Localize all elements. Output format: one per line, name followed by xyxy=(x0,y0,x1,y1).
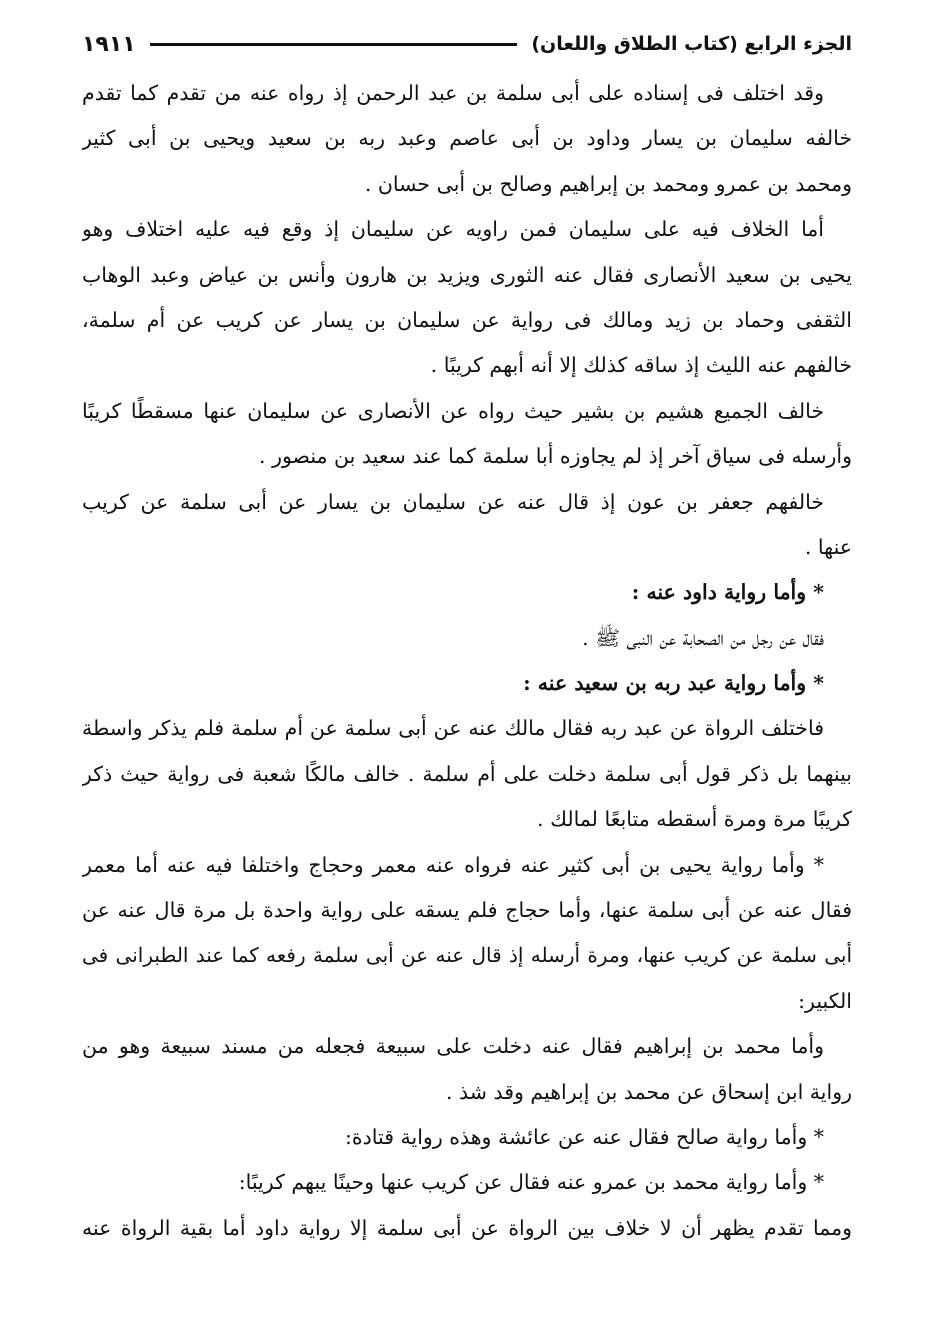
text-line: ومما تقدم يظهر أن لا خلاف بين الرواة عن أبى سلمة إلا رواية داود أما بقية الرواة عنه xyxy=(82,1215,852,1240)
text-line: خالف الجميع هشيم بن بشير حيث رواه عن الأنصارى عن سليمان عنها مسقطًا كريبًا xyxy=(82,398,824,423)
text-line: وأرسله فى سياق آخر إذ لم يجاوزه أبا سلمة كما عند سعيد بن منصور . xyxy=(259,444,852,469)
body-text xyxy=(82,71,852,1251)
text-line: وقد اختلف فى إسناده على أبى سلمة بن عبد الرحمن إذ رواه عنه من تقدم كما تقدم xyxy=(82,81,824,105)
page-number: ١٩١١ xyxy=(82,31,136,57)
text-line: يحيى بن سعيد الأنصارى فقال عنه الثورى ويزيد بن هارون وأنس بن عياض وعبد الوهاب xyxy=(82,262,852,287)
text-line: فاختلف الرواة عن عبد ربه فقال مالك عنه عن أبى سلمة عن أم سلمة فلم يذكر واسطة xyxy=(82,716,824,741)
text-line: رواية ابن إسحاق عن محمد بن إبراهيم وقد شذ . xyxy=(445,1079,852,1104)
text-line: فقال عنه عن أبى سلمة عنها، وأما حجاج فلم يسقه على رواية واحدة بل مرة قال عنه عن xyxy=(82,898,852,923)
text-line: فقال عن رجل من الصحابة عن النبى ﷺ . xyxy=(582,625,824,650)
text-line: أما الخلاف فيه على سليمان فمن راويه عن سليمان إذ وقع فيه عليه اختلاف وهو xyxy=(82,217,824,242)
header-title: الجزء الرابع (كتاب الطلاق واللعان) xyxy=(531,33,852,55)
text-line: خالفهم عنه الليث إذ ساقه كذلك إلا أنه أبهم كريبًا . xyxy=(430,353,852,378)
text-line: الكبير: xyxy=(798,988,852,1013)
text-line: * وأما رواية صالح فقال عنه عن عائشة وهذه رواية قتادة: xyxy=(345,1124,824,1149)
running-header xyxy=(82,26,852,62)
text-line: ومحمد بن عمرو ومحمد بن إبراهيم وصالح بن أبى حسان . xyxy=(364,171,852,196)
text-line: خالفه سليمان بن يسار وداود بن أبى عاصم وعبد ربه بن سعيد ويحيى بن أبى كثير xyxy=(82,126,852,151)
text-line: * وأما رواية داود عنه : xyxy=(631,580,824,605)
text-line: * وأما رواية عبد ربه بن سعيد عنه : xyxy=(523,671,824,696)
text-line: وأما محمد بن إبراهيم فقال عنه دخلت على سبيعة فجعله من مسند سبيعة وهو من xyxy=(82,1034,824,1059)
text-line: بينهما بل ذكر قول أبى سلمة دخلت على أم سلمة . خالف مالكًا شعبة فى رواية حيث ذكر xyxy=(82,761,852,786)
text-line: عنها . xyxy=(804,534,852,559)
text-line: * وأما رواية يحيى بن أبى كثير عنه فرواه عنه معمر وحجاج واختلفا فيه عنه أما معمر xyxy=(82,852,824,877)
text-line: * وأما رواية محمد بن عمرو عنه فقال عن كريب عنها وحينًا يبهم كريبًا: xyxy=(238,1170,824,1195)
text-line: خالفهم جعفر بن عون إذ قال عنه عن سليمان بن يسار عن أبى سلمة عن كريب xyxy=(82,489,824,514)
text-line: الثقفى وحماد بن زيد ومالك فى رواية عن سليمان بن يسار عن كريب عن أم سلمة، xyxy=(82,307,852,332)
header-rule xyxy=(150,43,518,46)
text-line: أبى سلمة عن كريب عنها، ومرة أرسله إذ قال عنه عن أبى سلمة رفعه كما عند الطبرانى فى xyxy=(82,943,852,968)
text-line: كريبًا مرة ومرة أسقطه متابعًا لمالك . xyxy=(537,807,852,832)
